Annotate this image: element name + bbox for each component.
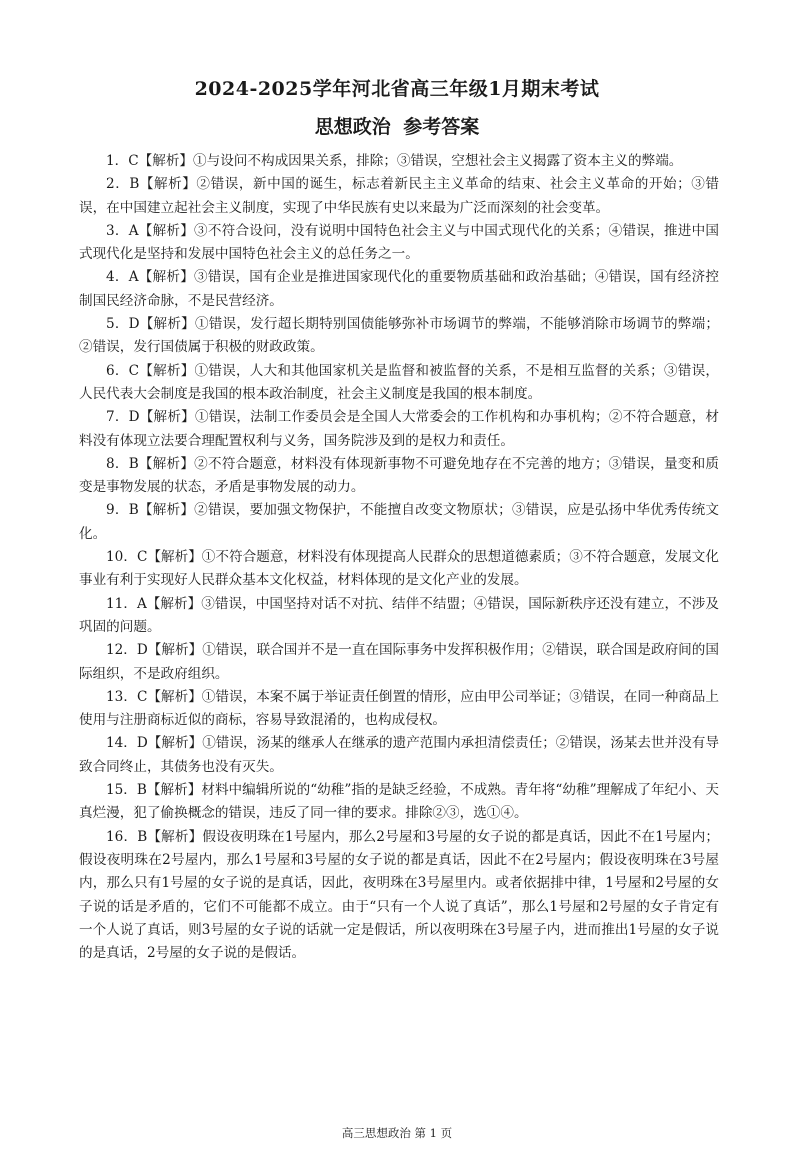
answer-text: D【解析】①错误，联合国并不是一直在国际事务中发挥积极作用；②错误，联合国是政府间的国际组织，不是政府组织。: [79, 642, 719, 682]
answer-number: 7．: [106, 409, 129, 426]
answer-text: C【解析】①错误，人大和其他国家机关是监督和被监督的关系，不是相互监督的关系；③错误，人民代表大会制度是我国的根本政治制度，社会主义制度是我国的根本制度。: [79, 362, 719, 402]
page-footer: 高三思想政治 第 1 页: [341, 1126, 453, 1140]
answer-item: [79, 266, 719, 313]
answer-number: 13．: [106, 688, 137, 705]
answer-item: [79, 779, 719, 826]
answer-item: [79, 406, 719, 453]
answer-item: [79, 173, 719, 220]
answer-text: B【解析】②不符合题意，材料没有体现新事物不可避免地存在不完善的地方；③错误，量变和质变是事物发展的状态，矛盾是事物发展的动力。: [79, 455, 719, 496]
answer-number: 15．: [106, 782, 137, 799]
answer-item: [79, 453, 719, 500]
answer-number: 8．: [106, 455, 129, 472]
answer-text: A【解析】③错误，国有企业是推进国家现代化的重要物质基础和政治基础；④错误，国有经济控制国民经济命脉，不是民营经济。: [79, 269, 719, 309]
answer-text: C【解析】①不符合题意，材料没有体现提高人民群众的思想道德素质；③不符合题意，发展文化事业有利于实现好人民群众基本文化权益，材料体现的是文化产业的发展。: [79, 549, 719, 589]
answer-text: D【解析】①错误，法制工作委员会是全国人大常委会的工作机构和办事机构；②不符合题意，材料没有体现立法要合理配置权利与义务，国务院涉及到的是权力和责任。: [79, 409, 719, 449]
answer-text: C【解析】①与设问不构成因果关系，排除；③错误，空想社会主义揭露了资本主义的弊端。: [128, 153, 683, 169]
answer-item: [79, 639, 719, 686]
answer-item: [79, 826, 719, 966]
answer-number: 12．: [106, 642, 137, 659]
answer-list: [79, 150, 719, 965]
answer-text: B【解析】材料中编辑所说的“幼稚”指的是缺乏经验，不成熟。青年将“幼稚”理解成了年纪小、天真烂漫，犯了偷换概念的错误，违反了同一律的要求。排除②③，选①④。: [79, 782, 719, 822]
answer-item: [79, 220, 719, 267]
answer-number: 11．: [106, 595, 137, 612]
answer-number: 6．: [106, 362, 129, 379]
answer-text: B【解析】②错误，要加强文物保护，不能擅自改变文物原状；③错误，应是弘扬中华优秀传统文化。: [79, 502, 719, 542]
answer-number: 1．: [106, 153, 129, 169]
answer-item: [79, 546, 719, 593]
answer-text: D【解析】①错误，发行超长期特别国债能够弥补市场调节的弊端，不能够消除市场调节的弊端；②错误，发行国债属于积极的财政政策。: [79, 316, 719, 356]
answer-item: [79, 499, 719, 546]
answer-text: A【解析】③错误，中国坚持对话不对抗、结伴不结盟；④错误，国际新秩序还没有建立，不涉及巩固的问题。: [79, 595, 719, 635]
answer-text: D【解析】①错误，汤某的继承人在继承的遗产范围内承担清偿责任；②错误，汤某去世并没有导致合同终止，其债务也没有灭失。: [79, 735, 719, 775]
answer-number: 3．: [106, 222, 129, 239]
answer-number: 2．: [106, 176, 130, 193]
answer-number: 5．: [106, 316, 129, 333]
answer-number: 14．: [106, 735, 137, 752]
answer-item: [79, 732, 719, 779]
answer-text: A【解析】③不符合设问，没有说明中国特色社会主义与中国式现代化的关系；④错误，推进中国式现代化是坚持和发展中国特色社会主义的总任务之一。: [79, 222, 719, 263]
page-title: 2024-2025学年河北省高三年级1月期末考试: [194, 78, 600, 100]
answer-item: [79, 313, 719, 360]
answer-number: 4．: [106, 269, 129, 286]
answer-text: C【解析】①错误，本案不属于举证责任倒置的情形，应由甲公司举证；③错误，在同一种商品上使用与注册商标近似的商标，容易导致混淆的，也构成侵权。: [79, 688, 719, 729]
answer-number: 9．: [106, 502, 129, 519]
page-subtitle: 思想政治 参考答案: [314, 116, 480, 138]
answer-text: B【解析】②错误，新中国的诞生，标志着新民主主义革命的结束、社会主义革命的开始；③错误，在中国建立起社会主义制度，实现了中华民族有史以来最为广泛而深刻的社会变革。: [79, 176, 719, 216]
answer-item: [79, 593, 719, 640]
answer-item: [79, 360, 719, 407]
answer-number: 10．: [106, 549, 137, 566]
answer-item: [79, 686, 719, 733]
answer-text: B【解析】假设夜明珠在1号屋内，那么2号屋和3号屋的女子说的都是真话，因此不在1号屋内；假设夜明珠在2号屋内，那么1号屋和3号屋的女子说的都是真话，因此不在2号屋内；假设夜明珠在3号屋内，那么只有1号屋的女子说的是真话，因此，夜明珠在3号屋里内。或者依据排中律，1号屋和2号屋的女子说的话是矛盾的，它们不可能都不成立。由于“只有一个人说了真话”，那么1号屋和2号屋的女子肯定有一个人说了真话，则3号屋的女子说的话就一定是假话，所以夜明珠在3号屋子内，进而推出1号屋的女子说的是真话，2号屋的女子说的是假话。: [79, 828, 719, 962]
answer-item: [79, 150, 719, 173]
answer-number: 16．: [106, 828, 138, 845]
